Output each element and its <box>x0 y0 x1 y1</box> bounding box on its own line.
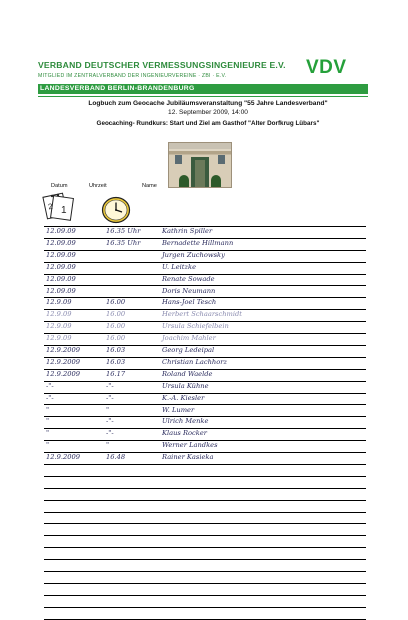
entry-time: -"- <box>106 393 114 402</box>
table-row <box>44 607 366 620</box>
entry-time: 16.00 <box>106 298 126 307</box>
column-date-label: Datum <box>51 183 68 189</box>
entry-date: 12.9.09 <box>46 298 72 307</box>
state-association-label: LANDESVERBAND BERLIN-BRANDENBURG <box>40 85 195 92</box>
entry-name: K.-A. Kiesler <box>162 393 205 402</box>
entry-name: Herbert Schaarschmidt <box>162 310 242 319</box>
entry-name: Rainer Kasieka <box>162 453 214 462</box>
column-name-label: Name <box>142 183 157 189</box>
calendar-icon <box>42 190 76 222</box>
clock-icon <box>101 196 131 224</box>
entry-date: 12.09.09 <box>46 286 76 295</box>
org-name: VERBAND DEUTSCHER VERMESSUNGSINGENIEURE E.V. <box>38 60 286 70</box>
entry-name: U. Leitzke <box>162 262 197 271</box>
entry-date: " <box>46 441 50 450</box>
entry-time <box>106 262 154 274</box>
header-divider <box>38 96 368 97</box>
entry-name: Kathrin Spiller <box>162 227 213 235</box>
entry-date <box>46 464 100 476</box>
entry-time: 16.00 <box>106 334 126 343</box>
entry-date <box>46 583 100 595</box>
entry-time <box>106 607 154 619</box>
entry-time: 16.03 <box>106 357 126 366</box>
entry-name <box>162 500 362 512</box>
entry-date: " <box>46 417 50 426</box>
entry-time: " <box>106 441 110 450</box>
entry-name <box>162 607 362 619</box>
entry-name: Doris Neumann <box>162 286 216 295</box>
entry-date: 12.09.09 <box>46 227 76 235</box>
entry-time <box>106 583 154 595</box>
entry-name <box>162 595 362 607</box>
entry-date: 12.9.2009 <box>46 357 81 366</box>
entry-time: -"- <box>106 417 114 426</box>
entry-date: 12.09.09 <box>46 262 76 271</box>
entry-name: Klaus Rocker <box>162 429 208 438</box>
entry-name <box>162 476 362 488</box>
entry-date <box>46 500 100 512</box>
entry-date: 12.9.09 <box>46 310 72 319</box>
entry-date: 12.9.2009 <box>46 346 81 354</box>
entry-time: 16.00 <box>106 322 126 331</box>
entry-time <box>106 595 154 607</box>
entry-time <box>106 500 154 512</box>
entry-time: -"- <box>106 381 114 390</box>
entry-date <box>46 488 100 500</box>
entry-time <box>106 488 154 500</box>
entry-name <box>162 583 362 595</box>
entry-date <box>46 595 100 607</box>
entry-time <box>106 535 154 547</box>
entry-date <box>46 571 100 583</box>
entry-name <box>162 559 362 571</box>
entry-name: Renate Sowade <box>162 274 215 283</box>
entry-time: 16.48 <box>106 453 126 462</box>
entry-date: 12.09.09 <box>46 274 76 283</box>
entry-time <box>106 559 154 571</box>
title-line-1: Logbuch zum Geocache Jubiläumsveranstaltung "55 Jahre Landesverband" <box>88 100 328 107</box>
vdv-logo: VDV <box>306 57 347 78</box>
entry-name: Ulrich Menke <box>162 417 209 426</box>
entry-name: Jurgen Zuchowsky <box>162 250 225 259</box>
state-association-band <box>38 84 368 94</box>
entry-date <box>46 476 100 488</box>
entry-time <box>106 476 154 488</box>
entry-date <box>46 559 100 571</box>
entry-name: Joachim Mahler <box>162 334 216 343</box>
entry-name: Ursula Schiefelbein <box>162 322 229 331</box>
entry-date: -"- <box>46 381 54 390</box>
entry-time: 16.35 Uhr <box>106 238 141 247</box>
entry-time <box>106 547 154 559</box>
entry-time: 16.35 Uhr <box>106 227 141 235</box>
entry-date <box>46 535 100 547</box>
entry-date: 12.9.2009 <box>46 453 81 462</box>
title-line-2: 12. September 2009, 14:00 <box>168 109 248 116</box>
logbook-title <box>78 100 338 127</box>
entry-name <box>162 571 362 583</box>
entry-date: 12.09.09 <box>46 238 76 247</box>
entry-name: Werner Landkes <box>162 441 218 450</box>
entry-name: Georg Ledeipal <box>162 346 215 354</box>
entry-date <box>46 607 100 619</box>
entry-name: Bernadette Hillmann <box>162 238 234 247</box>
entry-date <box>46 512 100 524</box>
entry-time <box>106 286 154 298</box>
entry-time <box>106 250 154 262</box>
entry-date: 12.09.09 <box>46 250 76 259</box>
entry-time: -"- <box>106 429 114 438</box>
entry-date: " <box>46 429 50 438</box>
entry-name: Christian Lachhorz <box>162 357 227 366</box>
entry-date: " <box>46 405 50 414</box>
title-line-3: Geocaching- Rundkurs: Start und Ziel am Gasthof "Alter Dorfkrug Lübars" <box>96 120 320 127</box>
entry-name <box>162 535 362 547</box>
entry-time: 16.03 <box>106 346 126 354</box>
entry-name: Roland Waelde <box>162 369 213 378</box>
entry-time: 16.17 <box>106 369 126 378</box>
entry-time <box>106 512 154 524</box>
entry-date: 12.9.09 <box>46 322 72 331</box>
entry-date <box>46 524 100 536</box>
entry-date: 12.9.09 <box>46 334 72 343</box>
entry-date: -"- <box>46 393 54 402</box>
entry-time <box>106 524 154 536</box>
entry-name: Hans-Joel Tesch <box>162 298 217 307</box>
org-subtitle: MITGLIED IM ZENTRALVERBAND DER INGENIEURVEREINE · ZBI · E.V. <box>38 73 227 79</box>
entry-time <box>106 571 154 583</box>
entry-name <box>162 512 362 524</box>
entry-name: Ursula Kühne <box>162 381 209 390</box>
column-time-label: Uhrzeit <box>89 183 107 189</box>
entry-time <box>106 464 154 476</box>
entry-name <box>162 547 362 559</box>
entry-name <box>162 524 362 536</box>
entry-time: " <box>106 405 110 414</box>
entry-name: W. Lumer <box>162 405 195 414</box>
svg-text:1: 1 <box>61 205 67 216</box>
entry-name <box>162 464 362 476</box>
entry-time: 16.00 <box>106 310 126 319</box>
gasthof-photo <box>168 142 232 188</box>
entry-name <box>162 488 362 500</box>
entry-date: 12.9.2009 <box>46 369 81 378</box>
entry-date <box>46 547 100 559</box>
entry-time <box>106 274 154 286</box>
svg-text:2: 2 <box>47 201 54 212</box>
